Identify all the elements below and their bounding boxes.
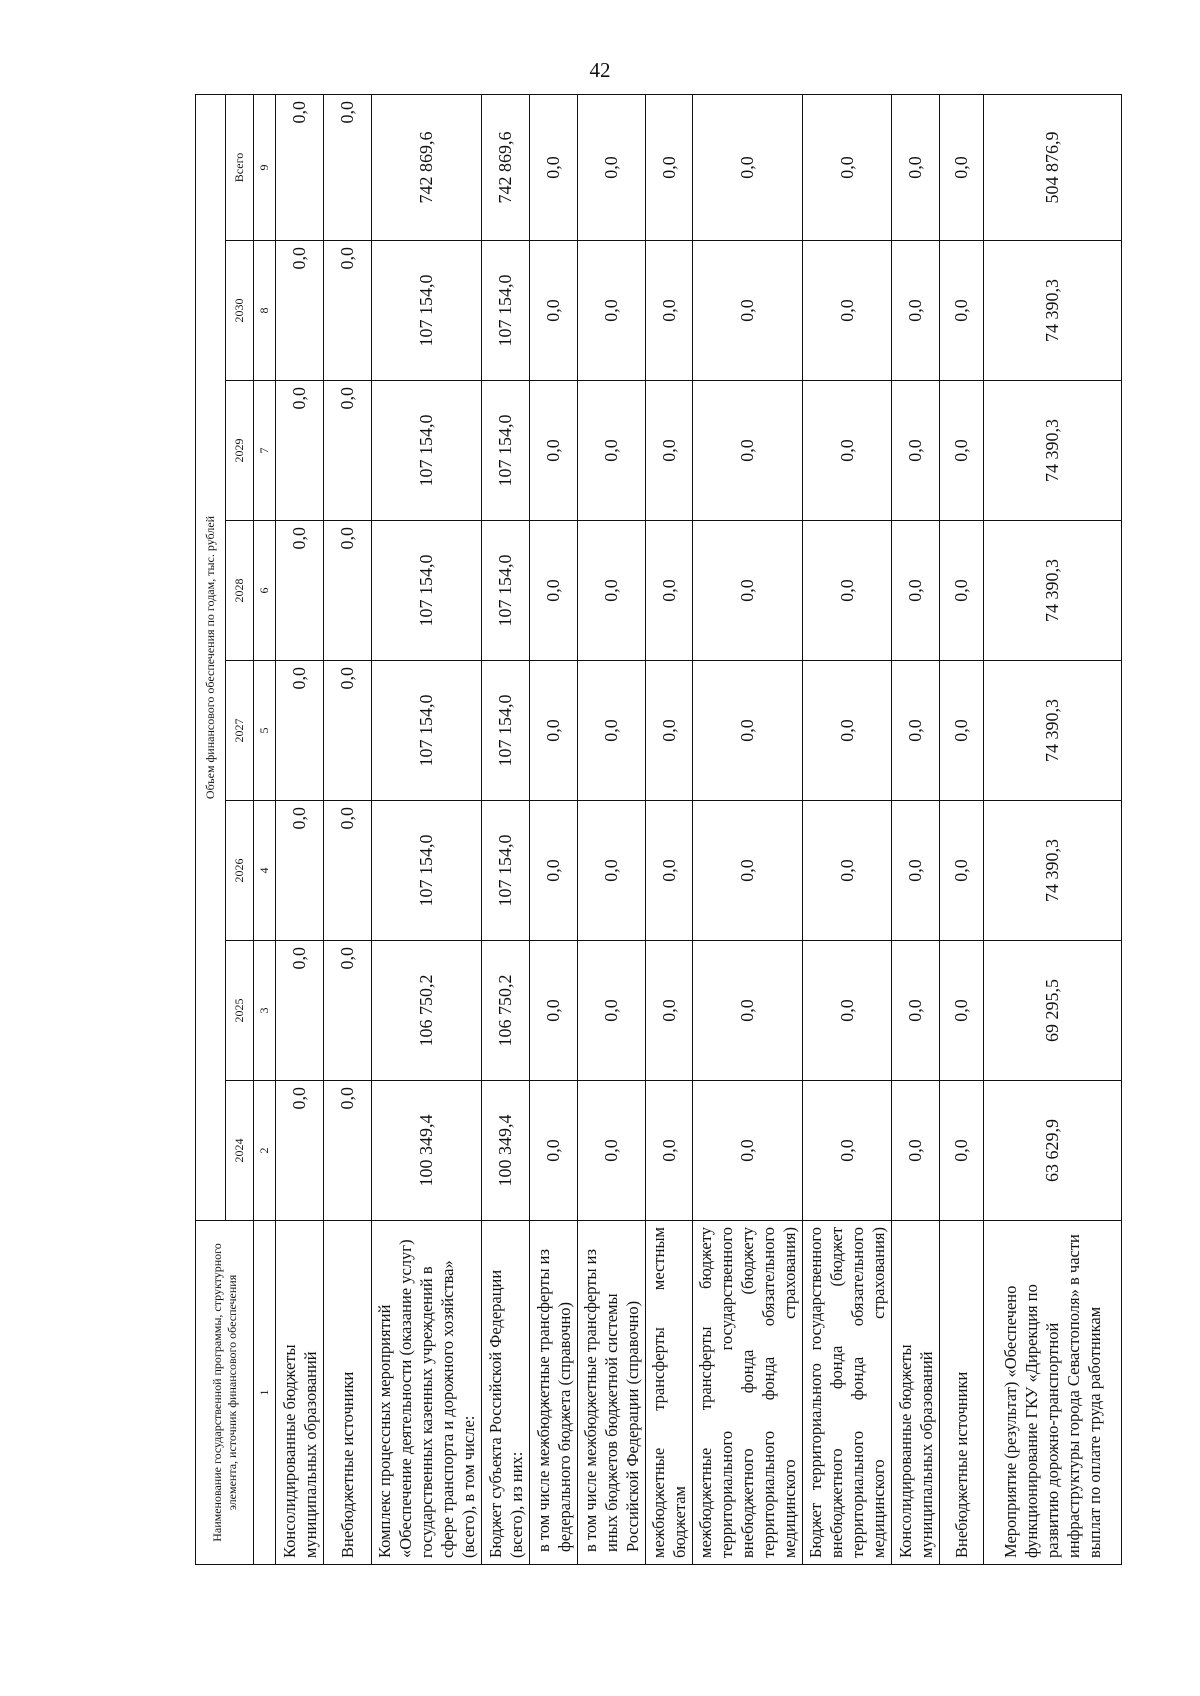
cell-value: 0,0 xyxy=(693,661,803,801)
cell-value: 0,0 xyxy=(324,521,372,661)
page-number: 42 xyxy=(589,58,611,82)
row-label: межбюджетные трансферты местным бюджетам xyxy=(646,1221,693,1565)
cell-value: 107 154,0 xyxy=(482,521,530,661)
cell-value: 0,0 xyxy=(693,94,803,240)
total-header: Всего xyxy=(226,94,254,240)
cell-value: 0,0 xyxy=(892,521,940,661)
row-label: в том числе межбюджетные трансферты из федерального бюджета (справочно) xyxy=(530,1221,578,1565)
cell-value: 0,0 xyxy=(646,241,693,381)
column-index: 8 xyxy=(254,241,276,381)
cell-value: 0,0 xyxy=(803,381,892,521)
cell-value: 0,0 xyxy=(892,801,940,941)
cell-value: 0,0 xyxy=(803,801,892,941)
cell-value: 0,0 xyxy=(940,801,984,941)
rotated-table-container xyxy=(195,95,1110,1565)
cell-value: 100 349,4 xyxy=(372,1081,482,1221)
column-index: 6 xyxy=(254,521,276,661)
cell-value: 0,0 xyxy=(276,241,324,381)
cell-value: 0,0 xyxy=(892,941,940,1081)
year-header: 2025 xyxy=(226,941,254,1081)
name-column-header: Наименование государственной программы, структурного элемента, источник финансового обеспечения xyxy=(196,1221,254,1565)
cell-value: 0,0 xyxy=(578,381,646,521)
cell-value: 63 629,9 xyxy=(984,1081,1122,1221)
cell-value: 0,0 xyxy=(578,241,646,381)
cell-value: 0,0 xyxy=(324,241,372,381)
cell-value: 107 154,0 xyxy=(372,521,482,661)
table-row xyxy=(578,94,646,1564)
cell-value: 0,0 xyxy=(276,661,324,801)
row-label: Комплекс процессных мероприятий «Обеспечение деятельности (оказание услуг) государственных казенных учреждений в сфере транспорта и дорожного хозяйства» (всего), в том числе: xyxy=(372,1221,482,1565)
column-index: 1 xyxy=(254,1221,276,1565)
year-header: 2029 xyxy=(226,381,254,521)
cell-value: 0,0 xyxy=(530,381,578,521)
cell-value: 742 869,6 xyxy=(482,94,530,240)
cell-value: 107 154,0 xyxy=(372,381,482,521)
cell-value: 0,0 xyxy=(530,801,578,941)
cell-value: 0,0 xyxy=(693,241,803,381)
table-row xyxy=(984,94,1122,1564)
cell-value: 0,0 xyxy=(530,521,578,661)
year-header: 2027 xyxy=(226,661,254,801)
cell-value: 0,0 xyxy=(803,241,892,381)
cell-value: 742 869,6 xyxy=(372,94,482,240)
cell-value: 107 154,0 xyxy=(372,801,482,941)
cell-value: 0,0 xyxy=(646,1081,693,1221)
cell-value: 0,0 xyxy=(324,941,372,1081)
cell-value: 0,0 xyxy=(276,1081,324,1221)
cell-value: 0,0 xyxy=(803,1081,892,1221)
cell-value: 100 349,4 xyxy=(482,1081,530,1221)
cell-value: 0,0 xyxy=(530,661,578,801)
row-label: Консолидированные бюджеты муниципальных образований xyxy=(892,1221,940,1565)
cell-value: 0,0 xyxy=(276,94,324,240)
cell-value: 74 390,3 xyxy=(984,381,1122,521)
table-row xyxy=(372,94,482,1564)
year-header: 2026 xyxy=(226,801,254,941)
cell-value: 0,0 xyxy=(646,94,693,240)
cell-value: 0,0 xyxy=(646,941,693,1081)
column-index: 4 xyxy=(254,801,276,941)
table-row xyxy=(324,94,372,1564)
cell-value: 0,0 xyxy=(276,801,324,941)
cell-value: 0,0 xyxy=(940,521,984,661)
cell-value: 0,0 xyxy=(324,661,372,801)
cell-value: 0,0 xyxy=(276,521,324,661)
cell-value: 0,0 xyxy=(646,801,693,941)
cell-value: 107 154,0 xyxy=(482,241,530,381)
cell-value: 0,0 xyxy=(646,381,693,521)
table-row xyxy=(646,94,693,1564)
cell-value: 0,0 xyxy=(578,94,646,240)
cell-value: 69 295,5 xyxy=(984,941,1122,1081)
table-row xyxy=(276,94,324,1564)
cell-value: 0,0 xyxy=(530,94,578,240)
cell-value: 0,0 xyxy=(578,521,646,661)
financing-table xyxy=(195,94,1122,1565)
cell-value: 0,0 xyxy=(530,1081,578,1221)
cell-value: 0,0 xyxy=(693,521,803,661)
cell-value: 74 390,3 xyxy=(984,661,1122,801)
cell-value: 0,0 xyxy=(940,661,984,801)
year-header: 2024 xyxy=(226,1081,254,1221)
table-row xyxy=(803,94,892,1564)
cell-value: 0,0 xyxy=(940,94,984,240)
cell-value: 0,0 xyxy=(940,1081,984,1221)
cell-value: 107 154,0 xyxy=(482,381,530,521)
cell-value: 74 390,3 xyxy=(984,521,1122,661)
cell-value: 0,0 xyxy=(693,801,803,941)
cell-value: 0,0 xyxy=(578,941,646,1081)
row-label: Консолидированные бюджеты муниципальных образований xyxy=(276,1221,324,1565)
cell-value: 0,0 xyxy=(693,381,803,521)
cell-value: 0,0 xyxy=(892,1081,940,1221)
cell-value: 0,0 xyxy=(892,241,940,381)
cell-value: 0,0 xyxy=(530,241,578,381)
table-row xyxy=(482,94,530,1564)
row-label: Внебюджетные источники xyxy=(940,1221,984,1565)
cell-value: 107 154,0 xyxy=(372,661,482,801)
year-header: 2028 xyxy=(226,521,254,661)
cell-value: 0,0 xyxy=(578,801,646,941)
row-label: Мероприятие (результат) «Обеспечено функционирование ГКУ «Дирекция по развитию дорожно-транспортной инфраструктуры города Севастополя» в части выплат по оплате труда работникам xyxy=(984,1221,1122,1565)
year-header: 2030 xyxy=(226,241,254,381)
column-index: 3 xyxy=(254,941,276,1081)
cell-value: 107 154,0 xyxy=(372,241,482,381)
cell-value: 0,0 xyxy=(940,941,984,1081)
cell-value: 504 876,9 xyxy=(984,94,1122,240)
cell-value: 107 154,0 xyxy=(482,661,530,801)
cell-value: 0,0 xyxy=(324,1081,372,1221)
cell-value: 0,0 xyxy=(276,381,324,521)
row-label: Внебюджетные источники xyxy=(324,1221,372,1565)
cell-value: 0,0 xyxy=(940,241,984,381)
cell-value: 0,0 xyxy=(940,381,984,521)
cell-value: 0,0 xyxy=(803,661,892,801)
row-label: Бюджет территориального государственного внебюджетного фонда (бюджет территориального фонда обязательного медицинского страхования) xyxy=(803,1221,892,1565)
cell-value: 0,0 xyxy=(578,1081,646,1221)
cell-value: 0,0 xyxy=(693,1081,803,1221)
column-index: 2 xyxy=(254,1081,276,1221)
cell-value: 0,0 xyxy=(803,941,892,1081)
cell-value: 0,0 xyxy=(803,94,892,240)
row-label: Бюджет субъекта Российской Федерации (всего), из них: xyxy=(482,1221,530,1565)
cell-value: 74 390,3 xyxy=(984,801,1122,941)
cell-value: 0,0 xyxy=(803,521,892,661)
cell-value: 106 750,2 xyxy=(482,941,530,1081)
table-row xyxy=(892,94,940,1564)
cell-value: 74 390,3 xyxy=(984,241,1122,381)
cell-value: 0,0 xyxy=(693,941,803,1081)
cell-value: 0,0 xyxy=(646,661,693,801)
table-row xyxy=(530,94,578,1564)
row-label: межбюджетные трансферты бюджету территориального государственного внебюджетного фонда (бюджету территориального фонда обязательного медицинского страхования) xyxy=(693,1221,803,1565)
volume-group-header: Объем финансового обеспечения по годам, тыс. рублей xyxy=(196,94,226,1220)
cell-value: 0,0 xyxy=(578,661,646,801)
cell-value: 0,0 xyxy=(646,521,693,661)
cell-value: 0,0 xyxy=(892,661,940,801)
cell-value: 0,0 xyxy=(530,941,578,1081)
cell-value: 0,0 xyxy=(276,941,324,1081)
table-row xyxy=(693,94,803,1564)
column-index: 5 xyxy=(254,661,276,801)
cell-value: 0,0 xyxy=(324,801,372,941)
row-label: в том числе межбюджетные трансферты из иных бюджетов бюджетной системы Российской Федерации (справочно) xyxy=(578,1221,646,1565)
cell-value: 106 750,2 xyxy=(372,941,482,1081)
cell-value: 0,0 xyxy=(892,94,940,240)
column-index: 9 xyxy=(254,94,276,240)
cell-value: 0,0 xyxy=(324,94,372,240)
table-row xyxy=(940,94,984,1564)
cell-value: 107 154,0 xyxy=(482,801,530,941)
cell-value: 0,0 xyxy=(892,381,940,521)
cell-value: 0,0 xyxy=(324,381,372,521)
column-index: 7 xyxy=(254,381,276,521)
